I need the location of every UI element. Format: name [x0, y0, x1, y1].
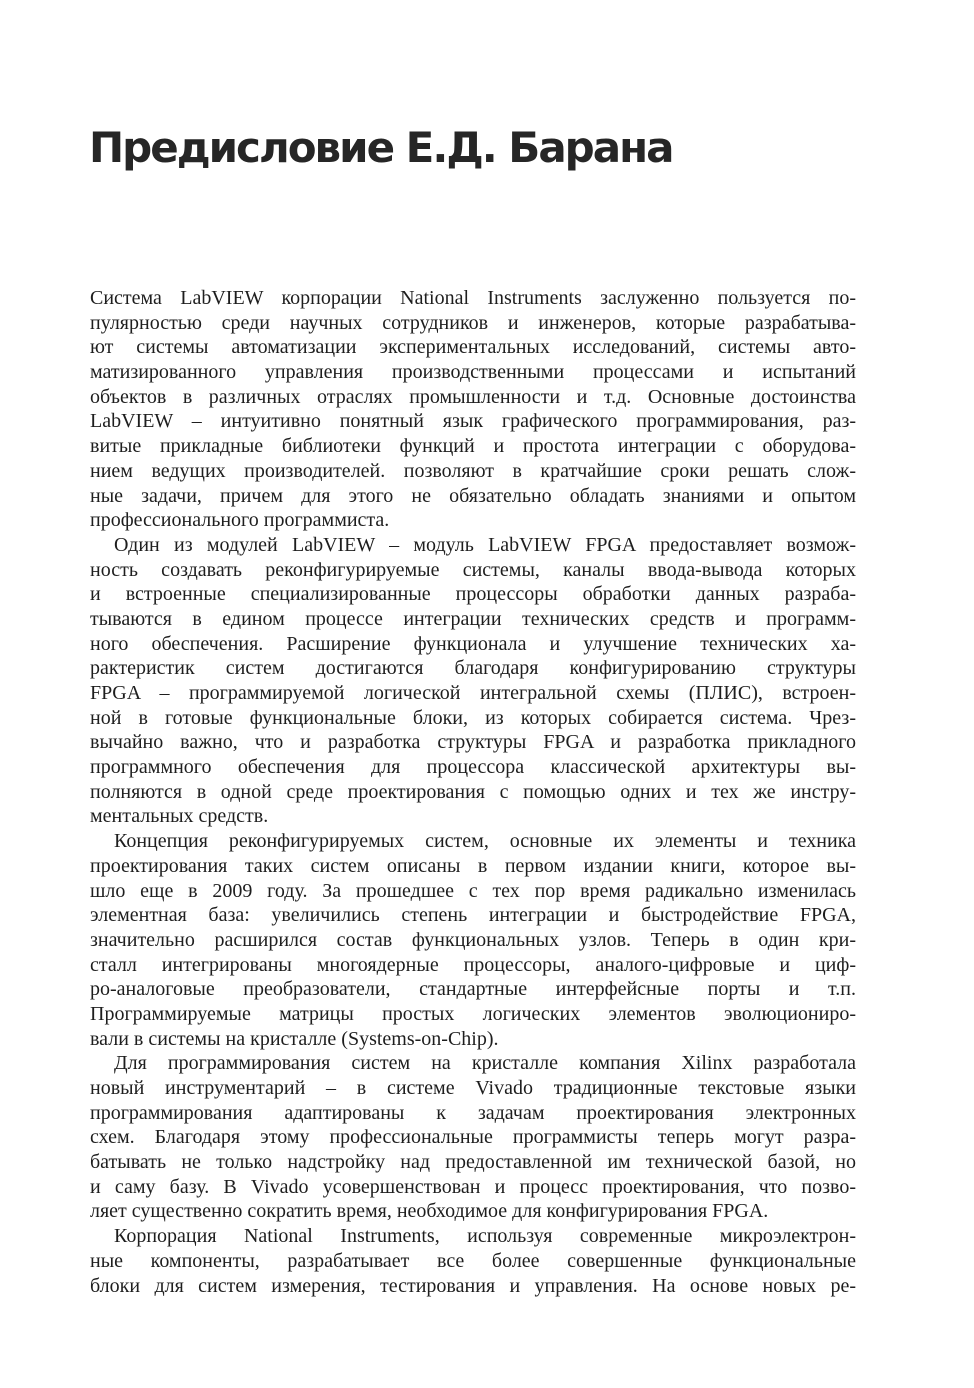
text-line: пулярностью среди научных сотрудников и инженеров, которые разрабатыва- — [90, 311, 856, 334]
text-line: проектирования таких систем описаны в первом издании книги, которое вы- — [90, 854, 856, 877]
text-line: ность создавать реконфигурируемые системы, каналы ввода-вывода которых — [90, 558, 856, 581]
text-line: рактеристик систем достигаются благодаря конфигурированию структуры — [90, 657, 856, 680]
text-line: шло еще в 2009 году. За прошедшее с тех пор время радикально изменилась — [90, 879, 856, 902]
text-line: ментальных средств. — [90, 805, 269, 828]
text-line: нием ведущих производителей. позволяют в кратчайшие сроки решать слож- — [90, 459, 856, 482]
text-line: Для программирования систем на кристалле компания Xilinx разработала — [114, 1052, 856, 1075]
text-line: значительно расширился состав функциональных узлов. Теперь в один кри- — [90, 928, 856, 951]
text-line: Система LabVIEW корпорации National Instruments заслуженно пользуется по- — [90, 287, 856, 309]
text-line: блоки для систем измерения, тестирования и управления. На основе новых ре- — [90, 1274, 856, 1297]
text-line: батывать не только надстройку над предоставленной им технической базой, но — [90, 1151, 856, 1174]
text-line: FPGA – программируемой логической интегральной схемы (ПЛИС), встроен- — [90, 682, 856, 704]
text-line: ного обеспечения. Расширение функционала и улучшение технических ха- — [90, 632, 856, 655]
text-line: и саму базу. В Vivado усовершенствован и процесс проектирования, что позво- — [90, 1175, 856, 1198]
text-line: Программируемые матрицы простых логических элементов эволюциониро- — [90, 1002, 856, 1025]
text-line: программного обеспечения для процессора классической архитектуры вы- — [90, 756, 856, 779]
text-line: LabVIEW – интуитивно понятный язык графического программирования, раз- — [90, 410, 856, 433]
text-line: матизированного управления производственными процессами и испытаний — [90, 361, 856, 384]
text-line: ляет существенно сократить время, необходимое для конфигурирования FPGA. — [90, 1200, 769, 1223]
page-title: Предисловие Е.Д. Барана — [89, 123, 673, 172]
text-line: программирования адаптированы к задачам проектирования электронных — [90, 1101, 856, 1124]
body-text — [90, 286, 856, 1298]
text-line: и встроенные специализированные процессоры обработки данных разраба- — [90, 583, 856, 606]
text-line: ные задачи, причем для этого не обязательно обладать знаниями и опытом — [90, 484, 856, 507]
text-line: новый инструментарий – в системе Vivado традиционные текстовые языки — [90, 1077, 856, 1099]
text-line: Корпорация National Instruments, используя современные микроэлектрон- — [114, 1225, 856, 1248]
text-line: витые прикладные библиотеки функций и простота интеграции с оборудова- — [90, 435, 856, 458]
text-line: профессионального программиста. — [90, 509, 390, 532]
text-line: ной в готовые функциональные блоки, из которых собирается система. Чрез- — [90, 706, 856, 729]
text-line: сталл интегрированы многоядерные процессоры, аналого-цифровые и циф- — [90, 953, 856, 976]
text-line: Концепция реконфигурируемых систем, основные их элементы и техника — [114, 830, 856, 853]
text-line: вычайно важно, что и разработка структуры FPGA и разработка прикладного — [90, 731, 856, 754]
text-line: ро-аналоговые преобразователи, стандартные интерфейсные порты и т.п. — [90, 978, 856, 1001]
text-line: ные компоненты, разрабатывает все более совершенные функциональные — [90, 1249, 856, 1272]
text-line: объектов в различных отраслях промышленности и т.д. Основные достоинства — [90, 385, 856, 408]
text-line: полняются в одной среде проектирования с помощью одних и тех же инстру- — [90, 780, 856, 803]
text-line: тываются в едином процессе интеграции технических средств и программ- — [90, 607, 856, 630]
text-line: вали в системы на кристалле (Systems-on-Chip). — [90, 1027, 499, 1050]
text-line: ют системы автоматизации экспериментальных исследований, системы авто- — [90, 336, 856, 359]
text-line: Один из модулей LabVIEW – модуль LabVIEW FPGA предоставляет возмож- — [114, 533, 856, 556]
text-line: схем. Благодаря этому профессиональные программисты теперь могут разра- — [90, 1126, 856, 1149]
text-line: элементная база: увеличились степень интеграции и быстродействие FPGA, — [90, 904, 856, 927]
